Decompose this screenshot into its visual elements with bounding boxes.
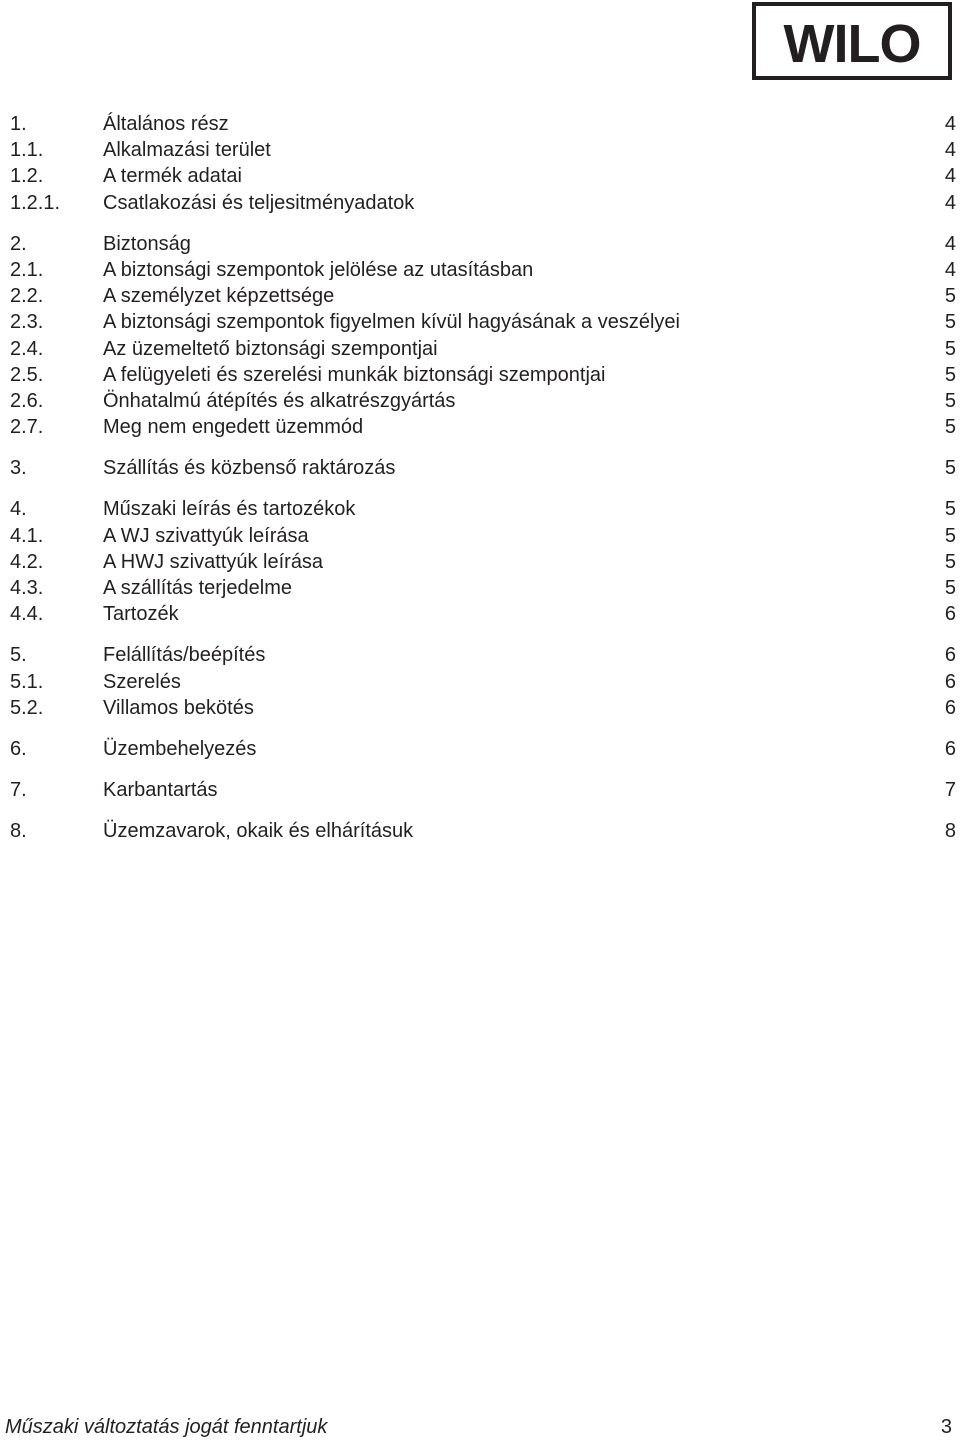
toc-entry-number: 6. [10,737,27,760]
toc-entry-number: 5.2. [10,696,44,719]
toc-entry-number: 2.2. [10,285,44,308]
toc-entry-number: 2.1. [10,258,44,281]
toc-entry-page: 5 [944,311,956,334]
toc-entry-number: 2.7. [10,416,44,439]
toc-entry-page: 6 [944,644,956,667]
toc-entry-title: Az üzemeltető biztonsági szempontjai [103,337,438,360]
toc-entry-number: 2.6. [10,389,44,412]
toc-entry [10,137,956,163]
toc-entry-number: 3. [10,457,27,480]
toc-entry [10,336,956,362]
toc-entry-title: Csatlakozási és teljesitményadatok [103,191,415,214]
toc-entry-title: Üzembehelyezés [103,737,257,760]
toc-entry-page: 5 [944,389,956,412]
toc-section [10,777,956,803]
toc-entry-title: Felállítás/beépítés [103,644,266,667]
toc-entry-number: 2. [10,232,27,255]
toc-entry [10,388,956,414]
toc-entry [10,455,956,481]
toc-entry-title: A biztonsági szempontok jelölése az utasításban [103,258,534,281]
toc-entry-title: A személyzet képzettsége [103,285,335,308]
toc-entry-number: 2.5. [10,363,44,386]
toc-entry-title: A HWJ szivattyúk leírása [103,550,324,573]
toc-entry-page: 5 [944,498,956,521]
toc-entry [10,190,956,216]
toc-entry-title: Üzemzavarok, okaik és elhárításuk [103,820,414,843]
toc-entry-title: Karbantartás [103,779,218,802]
toc-entry-page: 4 [944,139,956,162]
toc-entry-title: Általános rész [103,113,229,135]
toc-entry-number: 4.1. [10,524,44,547]
toc-entry-title: Szerelés [103,670,181,693]
toc-entry-page: 6 [944,696,956,719]
toc-entry-title: A biztonsági szempontok figyelmen kívül hagyásának a veszélyei [103,311,680,334]
toc-entry-page: 6 [944,603,956,626]
toc-entry-page: 5 [944,416,956,439]
toc-entry [10,163,956,189]
toc-entry-number: 5. [10,644,27,667]
toc-entry-title: Villamos bekötés [103,696,254,719]
toc-section [10,455,956,481]
toc-entry-number: 4.4. [10,603,44,626]
toc-entry-number: 1.1. [10,139,44,162]
toc-entry-title: Alkalmazási terület [103,139,271,162]
toc-entry [10,549,956,575]
toc-entry [10,736,956,762]
toc-entry-title: Tartozék [103,603,179,626]
toc-entry-number: 1. [10,113,27,135]
toc-entry-page: 4 [944,113,956,135]
toc-entry-number: 7. [10,779,27,802]
toc-entry-title: Műszaki leírás és tartozékok [103,498,356,521]
toc-entry-number: 2.3. [10,311,44,334]
toc-section [10,111,956,216]
toc-entry-page: 5 [944,524,956,547]
toc-entry-title: Biztonság [103,232,191,255]
toc-entry [10,257,956,283]
page-number: 3 [940,1416,952,1438]
toc-entry [10,818,956,844]
toc-entry-page: 5 [944,337,956,360]
toc-entry [10,309,956,335]
toc-entry [10,414,956,440]
toc-entry [10,283,956,309]
toc-entry [10,642,956,668]
toc-entry [10,362,956,388]
wilo-logo [752,2,952,80]
toc-entry-number: 4. [10,498,27,521]
toc-entry-number: 2.4. [10,337,44,360]
toc-entry-title: Szállítás és közbenső raktározás [103,457,396,480]
toc-entry [10,111,956,137]
toc-entry-page: 5 [944,363,956,386]
toc-section [10,736,956,762]
toc-entry-title: A WJ szivattyúk leírása [103,524,309,547]
toc-entry [10,496,956,522]
toc-entry-page: 4 [944,165,956,188]
toc-entry-title: A szállítás terjedelme [103,577,292,599]
footer-note: Műszaki változtatás jogát fenntartjuk [5,1416,328,1438]
toc-section [10,818,956,844]
toc-entry-number: 1.2. [10,165,44,188]
toc-entry [10,777,956,803]
toc-entry-title: A termék adatai [103,165,242,188]
toc-entry-title: Önhatalmú átépítés és alkatrészgyártás [103,389,456,412]
page-footer [5,1414,952,1440]
toc-entry-number: 1.2.1. [10,191,61,214]
toc-entry-page: 6 [944,670,956,693]
svg-text:WILO: WILO [783,14,921,74]
toc-entry-page: 5 [944,457,956,480]
toc-entry-page: 6 [944,737,956,760]
toc-entry [10,523,956,549]
toc-entry [10,695,956,721]
toc-section [10,231,956,441]
toc-section [10,642,956,721]
toc-entry-title: Meg nem engedett üzemmód [103,416,364,439]
toc-entry-page: 4 [944,232,956,255]
toc-entry [10,575,956,601]
toc-entry-page: 5 [944,577,956,599]
toc-entry-page: 5 [944,285,956,308]
toc-entry-number: 4.3. [10,577,44,599]
toc-entry [10,231,956,257]
toc-entry [10,601,956,627]
toc-entry-page: 5 [944,550,956,573]
toc-section [10,496,956,627]
toc-entry-page: 4 [944,191,956,214]
table-of-contents [10,111,956,860]
toc-entry-number: 4.2. [10,550,44,573]
toc-entry-page: 8 [944,820,956,843]
toc-entry-page: 7 [944,779,956,802]
toc-entry [10,669,956,695]
toc-entry-page: 4 [944,258,956,281]
toc-entry-number: 8. [10,820,27,843]
toc-entry-title: A felügyeleti és szerelési munkák biztonsági szempontjai [103,363,606,386]
toc-entry-number: 5.1. [10,670,44,693]
